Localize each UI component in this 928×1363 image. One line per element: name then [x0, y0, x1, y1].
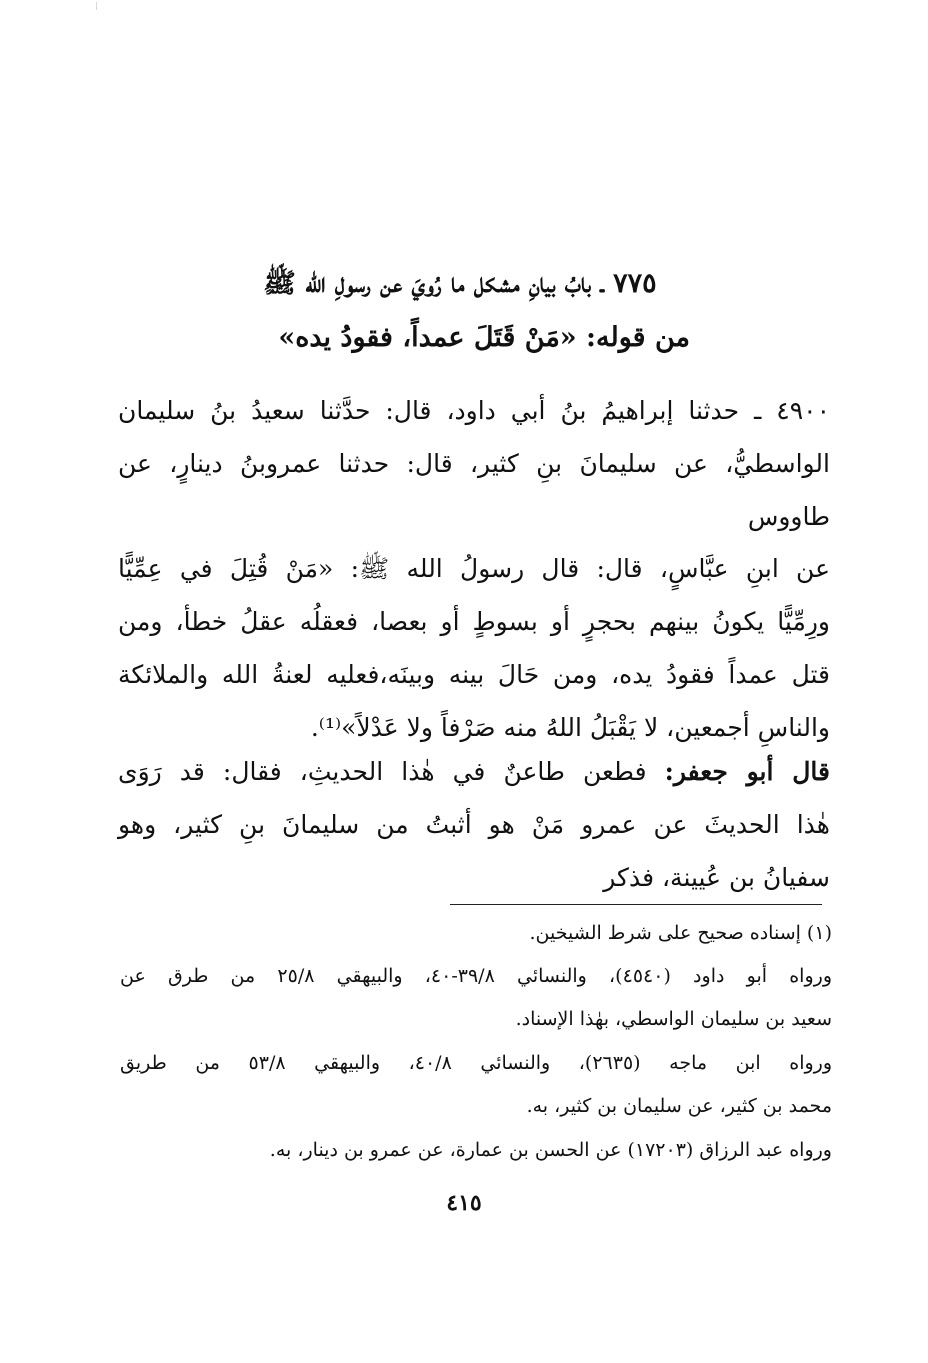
hadith-matn — [118, 542, 830, 754]
commentary — [118, 745, 830, 904]
matn-line: عن ابنِ عبَّاسٍ، قال: قال رسولُ الله ﷺ: «مَنْ قُتِلَ في عِمِّيًّا — [118, 554, 830, 583]
footnote-divider — [450, 904, 822, 905]
chapter-title-line-2: من قوله: «مَنْ قَتَلَ عمداً، فقودُ يده» — [278, 322, 690, 353]
isnad-line: ٤٩٠٠ ـ حدثنا إبراهيمُ بنُ أبي داود، قال: حدَّثنا سعيدُ بنُ سليمان — [118, 396, 830, 425]
matn-line: والناسِ أجمعين، لا يَقْبَلُ اللهُ منه صَرْفاً ولا عَدْلاً»⁽¹⁾. — [310, 713, 830, 742]
commentary-line: هٰذا الحديثَ عن عمرو مَنْ هو أثبتُ من سليمانَ بنِ كثير، وهو — [118, 810, 830, 839]
footnote-line: سعيد بن سليمان الواسطي، بهٰذا الإسناد. — [515, 1008, 832, 1030]
chapter-title-line-1: ٧٧٥ ـ بابُ بيانِ مشكل ما رُويَ عن رسولِ الله ﷺ — [263, 268, 657, 299]
commentary-line — [118, 745, 830, 798]
footnote-line: ورواه ابن ماجه (٢٦٣٥)، والنسائي ٤٠/٨، والبيهقي ٥٣/٨ من طريق — [120, 1052, 832, 1074]
commentary-text: فطعن طاعنٌ في هٰذا الحديثِ، فقال: قد رَوَى — [118, 757, 665, 786]
footnote-abd-al-razzaq — [120, 1129, 832, 1172]
footnote-1 — [120, 912, 832, 955]
matn-line: قتل عمداً فقودُ يده، ومن حَالَ بينه وبينَه،فعليه لعنةُ الله والملائكة — [118, 660, 830, 689]
footnote-line: (١) إسناده صحيح على شرط الشيخين. — [529, 922, 832, 944]
matn-line: ورِمِّيًّا يكونُ بينهم بحجرٍ أو بسوطٍ أو بعصا، فعقلُه عقلُ خطأ، ومن — [118, 607, 830, 636]
commentary-speaker: قال أبو جعفر: — [664, 757, 830, 786]
footnote-ibn-majah — [120, 1042, 832, 1128]
footnote-abu-dawud — [120, 955, 832, 1041]
isnad-line: طاووس — [747, 502, 830, 531]
isnad-line: الواسطيُّ، عن سليمانَ بنِ كثير، قال: حدثنا عمروبنُ دينارٍ، عن — [118, 449, 830, 478]
hadith-isnad — [118, 384, 830, 543]
footnote-line: ورواه أبو داود (٤٥٤٠)، والنسائي ٣٩/٨-٤٠، والبيهقي ٢٥/٨ من طرق عن — [120, 965, 832, 987]
page-number: ٤١٥ — [446, 1190, 482, 1216]
commentary-line: سفيانُ بن عُيينة، فذكر — [603, 863, 830, 892]
footnote-line: محمد بن كثير، عن سليمان بن كثير، به. — [526, 1095, 832, 1117]
scan-mark — [96, 2, 99, 10]
footnote-line: ورواه عبد الرزاق (١٧٢٠٣) عن الحسن بن عمارة، عن عمرو بن دينار، به. — [269, 1139, 832, 1161]
